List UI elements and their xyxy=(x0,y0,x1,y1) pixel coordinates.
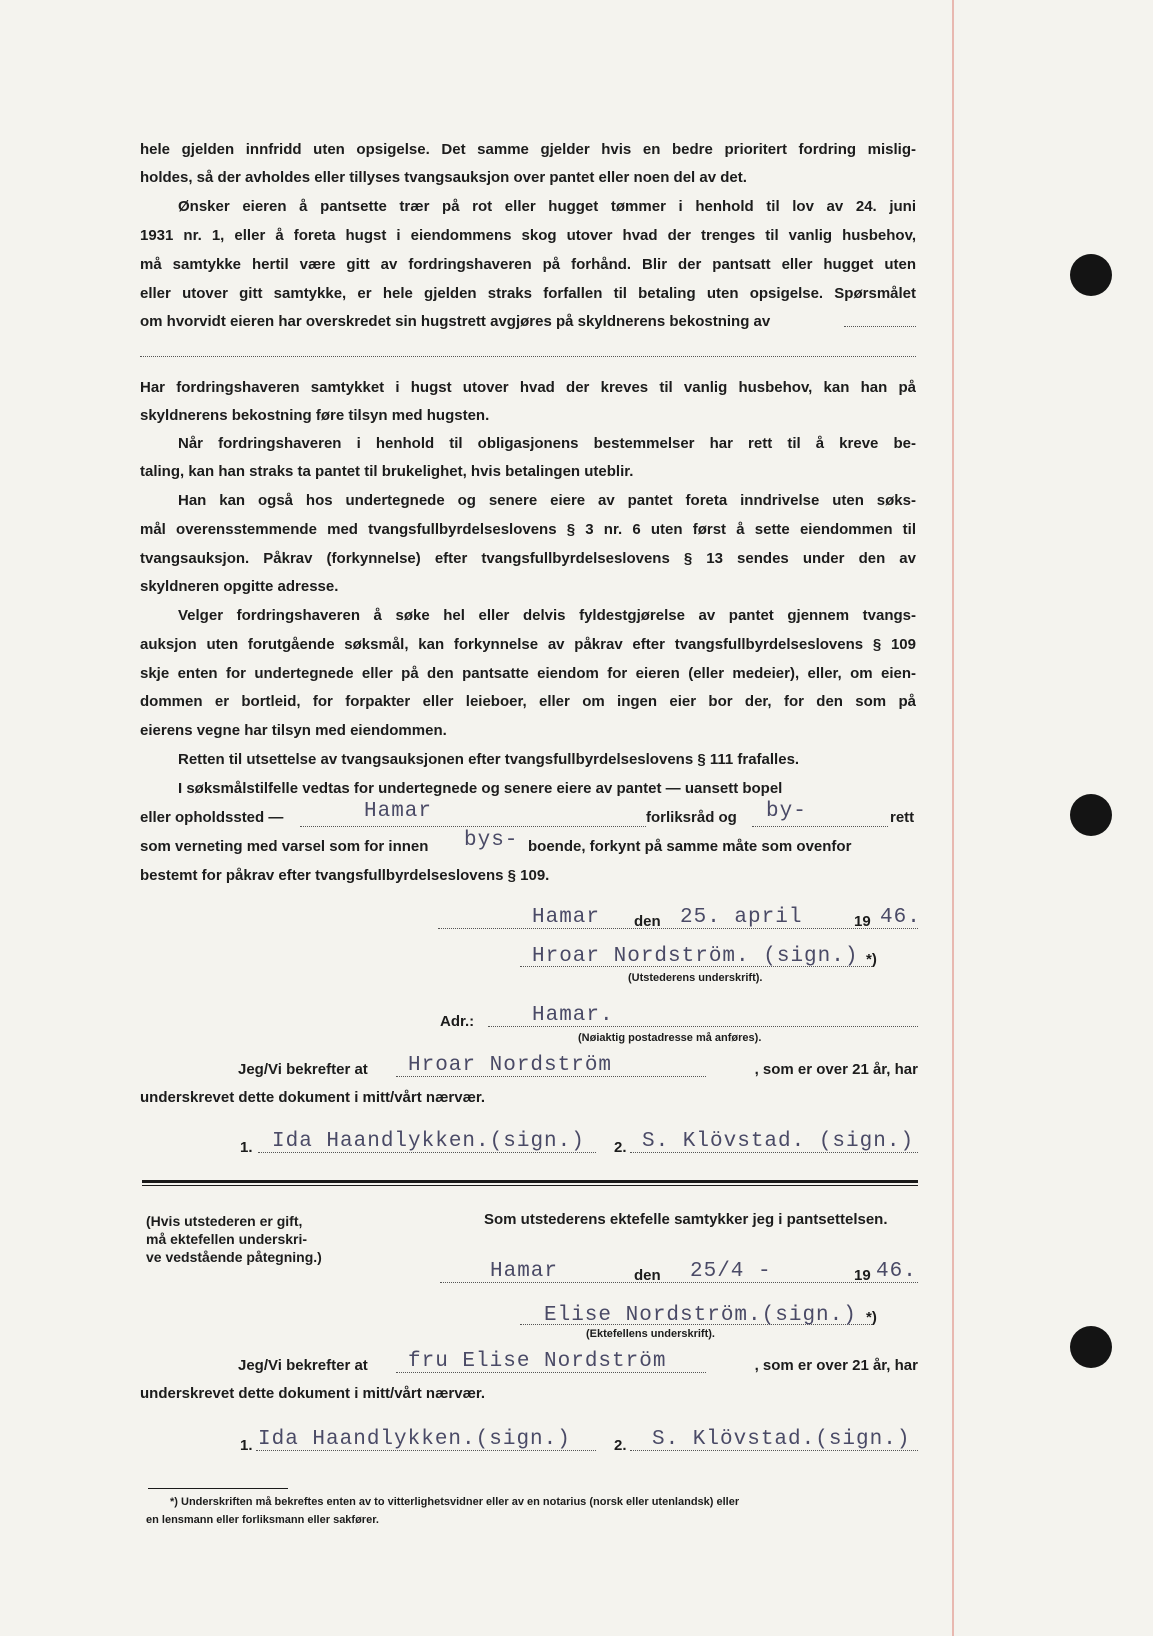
spouse-year-suffix: 46. xyxy=(876,1260,917,1283)
text-line: auksjon uten forutgående søksmål, kan forkynnelse av påkrav efter tvangsfullbyrdelseslovens § 109 xyxy=(140,636,916,653)
spouse-note-line: må ektefellen underskri- xyxy=(146,1231,308,1247)
footnote-marker: *) xyxy=(866,951,877,968)
fill-line xyxy=(752,826,888,827)
fill-line xyxy=(438,928,918,929)
issuer-year-prefix: 19 xyxy=(854,913,871,930)
issuer-address: Hamar. xyxy=(532,1004,614,1027)
text-line: Ønsker eieren å pantsette trær på rot eller hugget tømmer i henhold til lov av 24. juni xyxy=(178,198,916,215)
spouse-den: den xyxy=(634,1267,661,1284)
spouse-date: 25/4 - xyxy=(690,1260,772,1283)
text-line: Retten til utsettelse av tvangsauksjonen efter tvangsfullbyrdelseslovens § 111 frafalles. xyxy=(178,751,800,768)
witness-confirm-line2: underskrevet dette dokument i mitt/vårt nærvær. xyxy=(140,1385,486,1402)
witness-confirm-suffix: , som er over 21 år, har xyxy=(754,1061,918,1078)
separator-rule xyxy=(142,1185,918,1186)
text-line: I søksmålstilfelle vedtas for undertegnede og senere eiere av pantet — uansett bopel xyxy=(178,780,783,797)
footnote-line: *) Underskriften må bekreftes enten av to vitterlighetsvidner eller av en notarius (norsk eller utenlandsk) eller xyxy=(170,1496,740,1508)
witness-confirm-line2: underskrevet dette dokument i mitt/vårt nærvær. xyxy=(140,1089,486,1106)
venue-suffix: rett xyxy=(890,809,915,826)
spouse-note-line: ve vedstående påtegning.) xyxy=(146,1249,322,1265)
venue-prefix: eller opholdssted — xyxy=(140,809,284,826)
address-label: Adr.: xyxy=(440,1013,475,1030)
issuer-signature-caption: (Utstederens underskrift). xyxy=(628,972,763,984)
text-line: hele gjelden innfridd uten opsigelse. Det samme gjelder hvis en bedre prioritert fordring mislig- xyxy=(140,141,916,158)
witness-signature: Ida Haandlykken.(sign.) xyxy=(258,1428,571,1451)
issuer-place: Hamar xyxy=(532,906,601,929)
venue-middle: forliksråd og xyxy=(646,809,737,826)
spouse-signature: Elise Nordström.(sign.) xyxy=(544,1304,857,1327)
spouse-consent: Som utstederens ektefelle samtykker jeg i pantsettelsen. xyxy=(484,1211,888,1228)
witness-number: 2. xyxy=(614,1437,627,1454)
witness-confirm-prefix: Jeg/Vi bekrefter at xyxy=(238,1357,368,1374)
text-line: må samtykke hertil være gitt av fordringshaveren på forhånd. Blir der pantsatt eller hugget uten xyxy=(140,256,916,273)
issuer-signature: Hroar Nordström. (sign.) xyxy=(532,945,859,968)
fill-line xyxy=(844,326,916,327)
witness-confirm-name: Hroar Nordström xyxy=(408,1054,613,1077)
witness-signature: Ida Haandlykken.(sign.) xyxy=(272,1130,585,1153)
venue-type: by- xyxy=(766,800,807,823)
text-line: eierens vegne har tilsyn med eiendommen. xyxy=(140,722,447,739)
text-line: Han kan også hos undertegnede og senere eiere av pantet foreta inndrivelse uten søks- xyxy=(178,492,916,509)
footnote-line: en lensmann eller forliksmann eller sakfører. xyxy=(146,1514,379,1526)
fill-line xyxy=(140,356,916,357)
punch-hole xyxy=(1070,794,1112,836)
spouse-place: Hamar xyxy=(490,1260,559,1283)
text-line: holdes, så der avholdes eller tillyses tvangsauksjon over pantet eller noen del av det. xyxy=(140,169,747,186)
margin-rule xyxy=(952,0,954,1636)
issuer-year-suffix: 46. xyxy=(880,906,921,929)
venue-line2-fill: bys- xyxy=(464,829,519,852)
punch-hole xyxy=(1070,1326,1112,1368)
venue-line2-prefix: som verneting med varsel som for innen xyxy=(140,838,429,855)
venue-line2-suffix: boende, forkynt på samme måte som ovenfor xyxy=(528,838,852,855)
spouse-signature-caption: (Ektefellens underskrift). xyxy=(586,1328,715,1340)
witness-signature: S. Klövstad. (sign.) xyxy=(642,1130,915,1153)
witness-confirm-suffix: , som er over 21 år, har xyxy=(754,1357,918,1374)
text-line: taling, kan han straks ta pantet til brukelighet, hvis betalingen uteblir. xyxy=(140,463,634,480)
footnote-rule xyxy=(148,1488,288,1489)
fill-line xyxy=(300,826,646,827)
separator-rule xyxy=(142,1180,918,1183)
text-line: skje enten for undertegnede eller på den pantsatte eiendom for eieren (eller medeier), eller, om eien- xyxy=(140,665,916,682)
witness-signature: S. Klövstad.(sign.) xyxy=(652,1428,911,1451)
spouse-year-prefix: 19 xyxy=(854,1267,871,1284)
venue-place: Hamar xyxy=(364,800,433,823)
text-line: Har fordringshaveren samtykket i hugst utover hvad der kreves til vanlig husbehov, kan han på xyxy=(140,379,916,396)
venue-line3: bestemt for påkrav efter tvangsfullbyrdelseslovens § 109. xyxy=(140,867,550,884)
text-line: eller utover gitt samtykke, er hele gjelden straks forfallen til betaling uten opsigelse. Spørsmålet xyxy=(140,285,916,302)
text-line: om hvorvidt eieren har overskredet sin hugstrett avgjøres på skyldnerens bekostning av xyxy=(140,313,771,330)
witness-confirm-name: fru Elise Nordström xyxy=(408,1350,667,1373)
text-line: Velger fordringshaveren å søke hel eller delvis fyldestgjørelse av pantet gjennem tvangs- xyxy=(178,607,916,624)
text-line: 1931 nr. 1, eller å foreta hugst i eiendommens skog utover hvad der trenges til vanlig husbehov, xyxy=(140,227,916,244)
text-line: tvangsauksjon. Påkrav (forkynnelse) efter tvangsfullbyrdelseslovens § 13 sendes under den av xyxy=(140,550,916,567)
witness-number: 2. xyxy=(614,1139,627,1156)
witness-confirm-prefix: Jeg/Vi bekrefter at xyxy=(238,1061,368,1078)
address-caption: (Nøiaktig postadresse må anføres). xyxy=(578,1032,762,1044)
text-line: Når fordringshaveren i henhold til obligasjonens bestemmelser har rett til å kreve be- xyxy=(178,435,916,452)
text-line: skyldnerens bekostning føre tilsyn med hugsten. xyxy=(140,407,490,424)
witness-number: 1. xyxy=(240,1139,253,1156)
text-line: skyldneren opgitte adresse. xyxy=(140,578,339,595)
spouse-note-line: (Hvis utstederen er gift, xyxy=(146,1213,303,1229)
issuer-den: den xyxy=(634,913,661,930)
witness-number: 1. xyxy=(240,1437,253,1454)
punch-hole xyxy=(1070,254,1112,296)
issuer-date: 25. april xyxy=(680,906,803,929)
text-line: dommen er bortleid, for forpakter eller leieboer, eller om ingen eier bor der, for den som på xyxy=(140,693,916,710)
footnote-marker: *) xyxy=(866,1309,877,1326)
text-line: mål overensstemmende med tvangsfullbyrdelseslovens § 3 nr. 6 uten først å sette eiendommen til xyxy=(140,521,916,538)
